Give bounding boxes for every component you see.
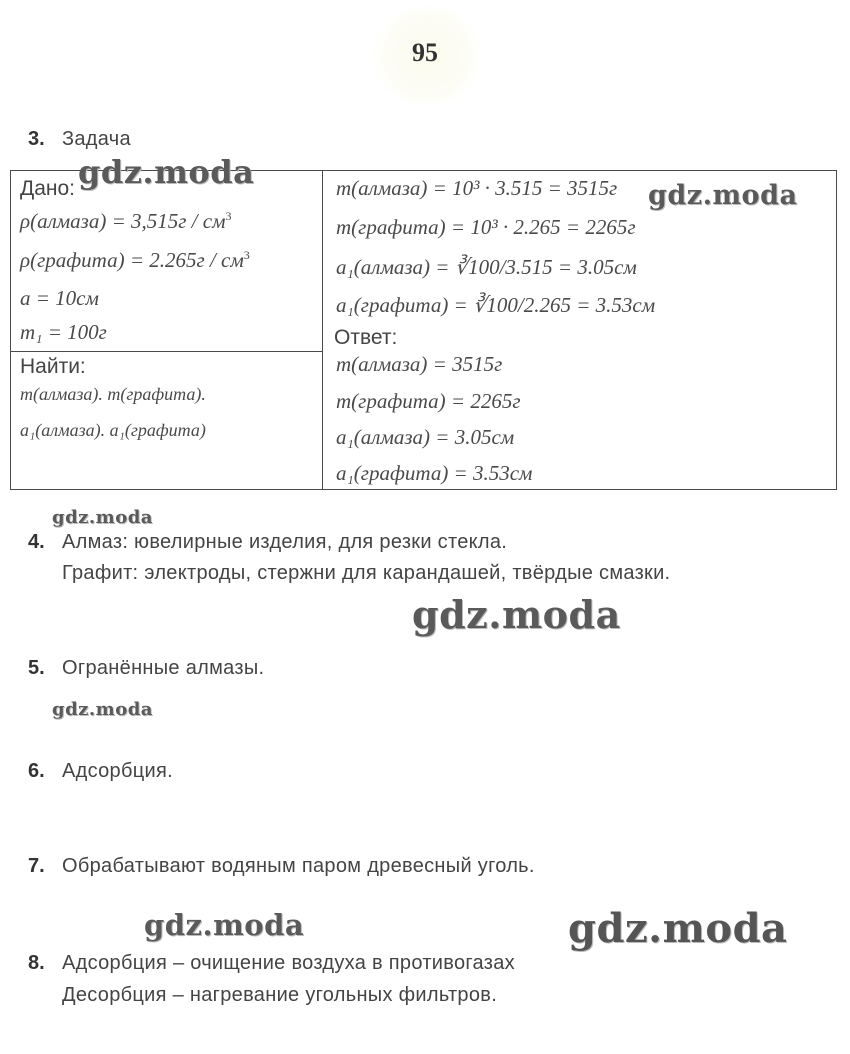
answer-mass-graphite: m(графита) = 2265г — [336, 389, 521, 413]
solution-mass-diamond: m(алмаза) = 10³ · 3.515 = 3515г — [336, 176, 618, 200]
find-label: Найти: — [20, 355, 86, 378]
question-4-number: 4. — [28, 531, 45, 553]
question-8-line-2: Десорбция – нагревание угольных фильтров. — [62, 984, 498, 1006]
solution-edge-graphite: a₁(графита) = ∛100/2.265 = 3.53см — [336, 293, 656, 317]
solution-edge-diamond: a₁(алмаза) = ∛100/3.515 = 3.05см — [336, 255, 637, 279]
given-edge-length: a = 10см — [20, 286, 99, 310]
task-3-number: 3. — [28, 128, 45, 150]
question-4-line-1: Алмаз: ювелирные изделия, для резки стекла. — [62, 531, 508, 553]
given-density-graphite: ρ(графита) = $2.265г / см^3$ — [20, 248, 250, 272]
solution-mass-graphite: m(графита) = 10³ · 2.265 = 2265г — [336, 215, 636, 239]
task-3-title: Задача — [62, 128, 131, 150]
watermark: gdz.moda — [52, 507, 153, 528]
watermark: gdz.moda — [568, 905, 788, 952]
question-6-line-1: Адсорбция. — [62, 760, 173, 782]
given-density-diamond: ρ(алмаза) = $3,515г / см^3$ — [20, 209, 232, 233]
question-8-number: 8. — [28, 952, 45, 974]
watermark: gdz.moda — [144, 908, 305, 942]
page-number: 95 — [412, 38, 438, 67]
question-5-number: 5. — [28, 657, 45, 679]
table-divider-vertical — [322, 170, 323, 490]
given-label: Дано: — [20, 177, 76, 200]
watermark: gdz.moda — [52, 699, 153, 720]
watermark: gdz.moda — [78, 153, 255, 191]
question-6-number: 6. — [28, 760, 45, 782]
question-5-line-1: Огранённые алмазы. — [62, 657, 265, 679]
table-divider-horizontal — [10, 351, 322, 352]
question-8-line-1: Адсорбция – очищение воздуха в противогазах — [62, 952, 515, 974]
find-edges: a₁(алмаза). a₁(графита) — [20, 420, 206, 440]
question-4-line-2: Графит: электроды, стержни для карандашей, твёрдые смазки. — [62, 562, 671, 584]
answer-edge-diamond: a₁(алмаза) = 3.05см — [336, 425, 515, 449]
given-mass: m₁ = 100г — [20, 320, 107, 344]
watermark: gdz.moda — [412, 592, 621, 637]
question-7-line-1: Обрабатывают водяным паром древесный уголь. — [62, 855, 535, 877]
answer-edge-graphite: a₁(графита) = 3.53см — [336, 461, 533, 485]
watermark: gdz.moda — [648, 180, 798, 211]
question-7-number: 7. — [28, 855, 45, 877]
answer-label: Ответ: — [334, 326, 398, 349]
find-masses: m(алмаза). m(графита). — [20, 384, 206, 404]
answer-mass-diamond: m(алмаза) = 3515г — [336, 352, 503, 376]
